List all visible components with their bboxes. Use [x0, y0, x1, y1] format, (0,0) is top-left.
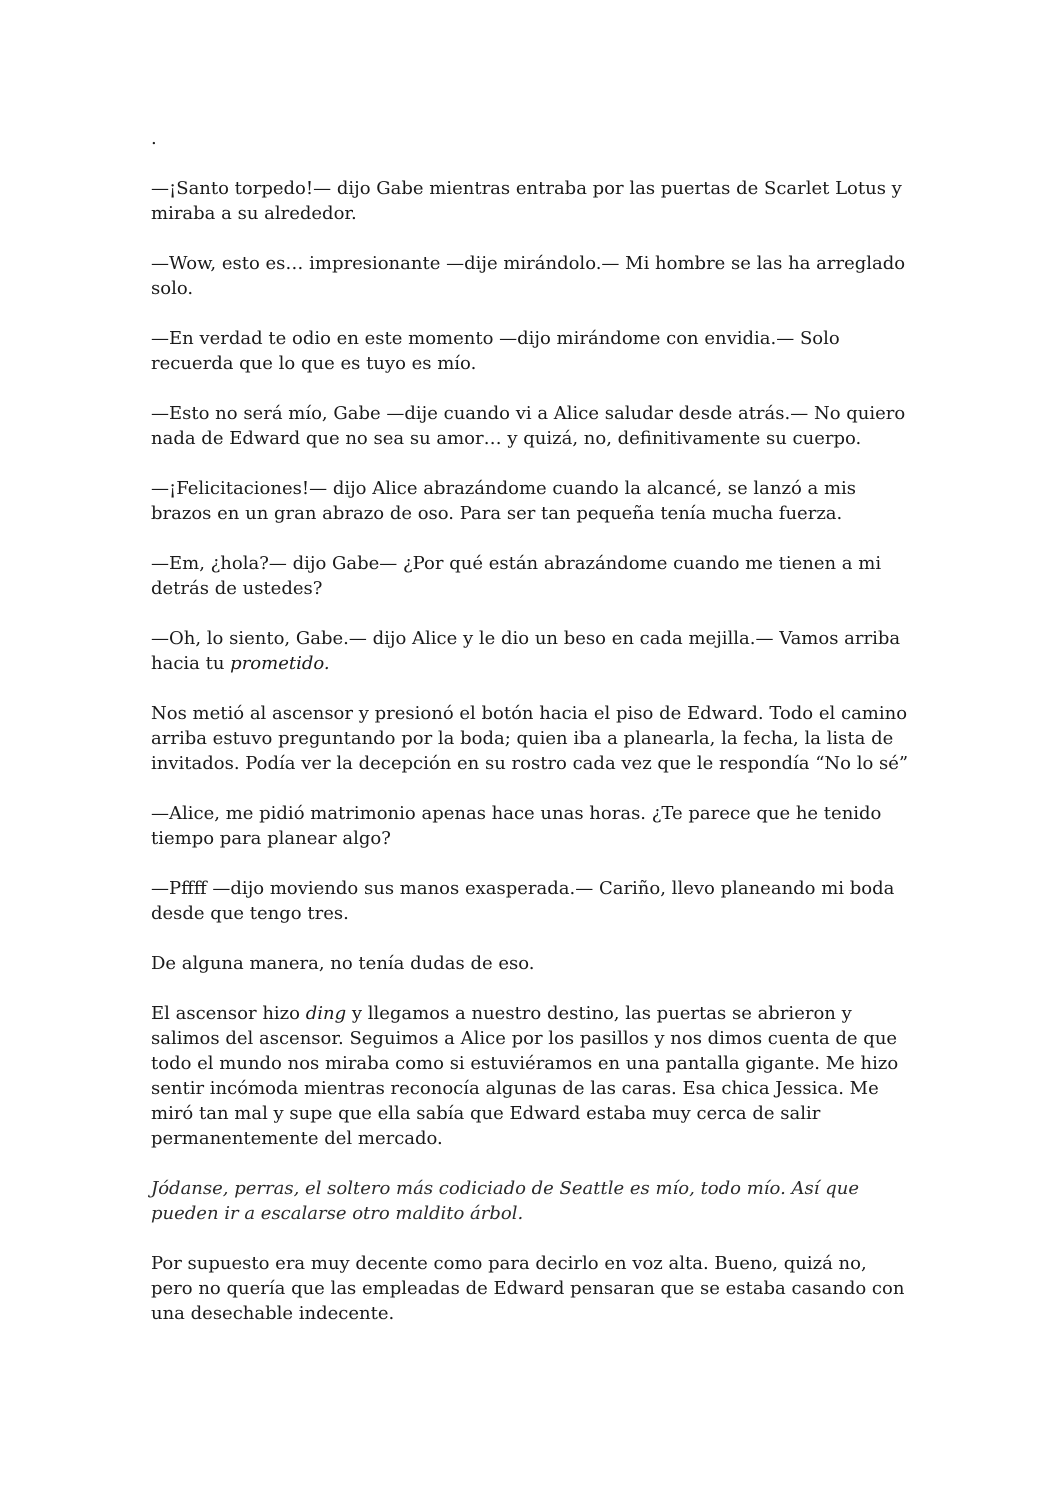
- text-column: [151, 126, 911, 1351]
- paragraph-9: —Alice, me pidió matrimonio apenas hace unas horas. ¿Te parece que he tenido tiempo para planear algo?: [151, 803, 882, 849]
- paragraph-12-italic-word: ding: [305, 1003, 347, 1024]
- paragraph-13-italic: Jódanse, perras, el soltero más codiciado de Seattle es mío, todo mío. Así que pueden ir a escalarse otro maldito árbol.: [151, 1178, 859, 1224]
- paragraph-2: —Wow, esto es… impresionante —dije mirándolo.— Mi hombre se las ha arreglado solo.: [151, 253, 906, 299]
- paragraph-1: —¡Santo torpedo!— dijo Gabe mientras entraba por las puertas de Scarlet Lotus y miraba a su alrededor.: [151, 178, 902, 224]
- paragraph-3: —En verdad te odio en este momento —dijo mirándome con envidia.— Solo recuerda que lo que es tuyo es mío.: [151, 328, 840, 374]
- leading-mark: .: [151, 128, 157, 149]
- paragraph-12-text: El ascensor hizo: [151, 1003, 306, 1024]
- paragraph-7: [151, 626, 911, 676]
- paragraph-12: [151, 1001, 911, 1151]
- paragraph-8: Nos metió al ascensor y presionó el botón hacia el piso de Edward. Todo el camino arriba estuvo preguntando por la boda; quien iba a planearla, la fecha, la lista de invitados. Podía ver la decepción en su rostro cada vez que le respondía “No lo sé”: [151, 703, 909, 774]
- paragraph-12-text-after: y llegamos a nuestro destino, las puertas se abrieron y salimos del ascensor. Seguimos a Alice por los pasillos y nos dimos cuenta de que todo el mundo nos miraba como si estuviéramos en una pantalla gigante. Me hizo sentir incómoda mientras reconocía algunas de las caras. Esa chica Jessica. Me miró tan mal y supe que ella sabía que Edward estaba muy cerca de salir permanentemente del mercado.: [151, 1003, 899, 1149]
- paragraph-11: De alguna manera, no tenía dudas de eso.: [151, 953, 535, 974]
- paragraph-7-text: —Oh, lo siento, Gabe.— dijo Alice y le dio un beso en cada mejilla.— Vamos arriba hacia tu: [151, 628, 901, 674]
- paragraph-10: —Pffff —dijo moviendo sus manos exasperada.— Cariño, llevo planeando mi boda desde que tengo tres.: [151, 878, 895, 924]
- paragraph-4: —Esto no será mío, Gabe —dije cuando vi a Alice saludar desde atrás.— No quiero nada de Edward que no sea su amor… y quizá, no, definitivamente su cuerpo.: [151, 403, 906, 449]
- paragraph-14: Por supuesto era muy decente como para decirlo en voz alta. Bueno, quizá no, pero no quería que las empleadas de Edward pensaran que se estaba casando con una desechable indecente.: [151, 1253, 905, 1324]
- paragraph-6: —Em, ¿hola?— dijo Gabe— ¿Por qué están abrazándome cuando me tienen a mi detrás de ustedes?: [151, 553, 882, 599]
- paragraph-5: —¡Felicitaciones!— dijo Alice abrazándome cuando la alcancé, se lanzó a mis brazos en un gran abrazo de oso. Para ser tan pequeña tenía mucha fuerza.: [151, 478, 857, 524]
- paragraph-7-italic-word: prometido.: [230, 653, 330, 674]
